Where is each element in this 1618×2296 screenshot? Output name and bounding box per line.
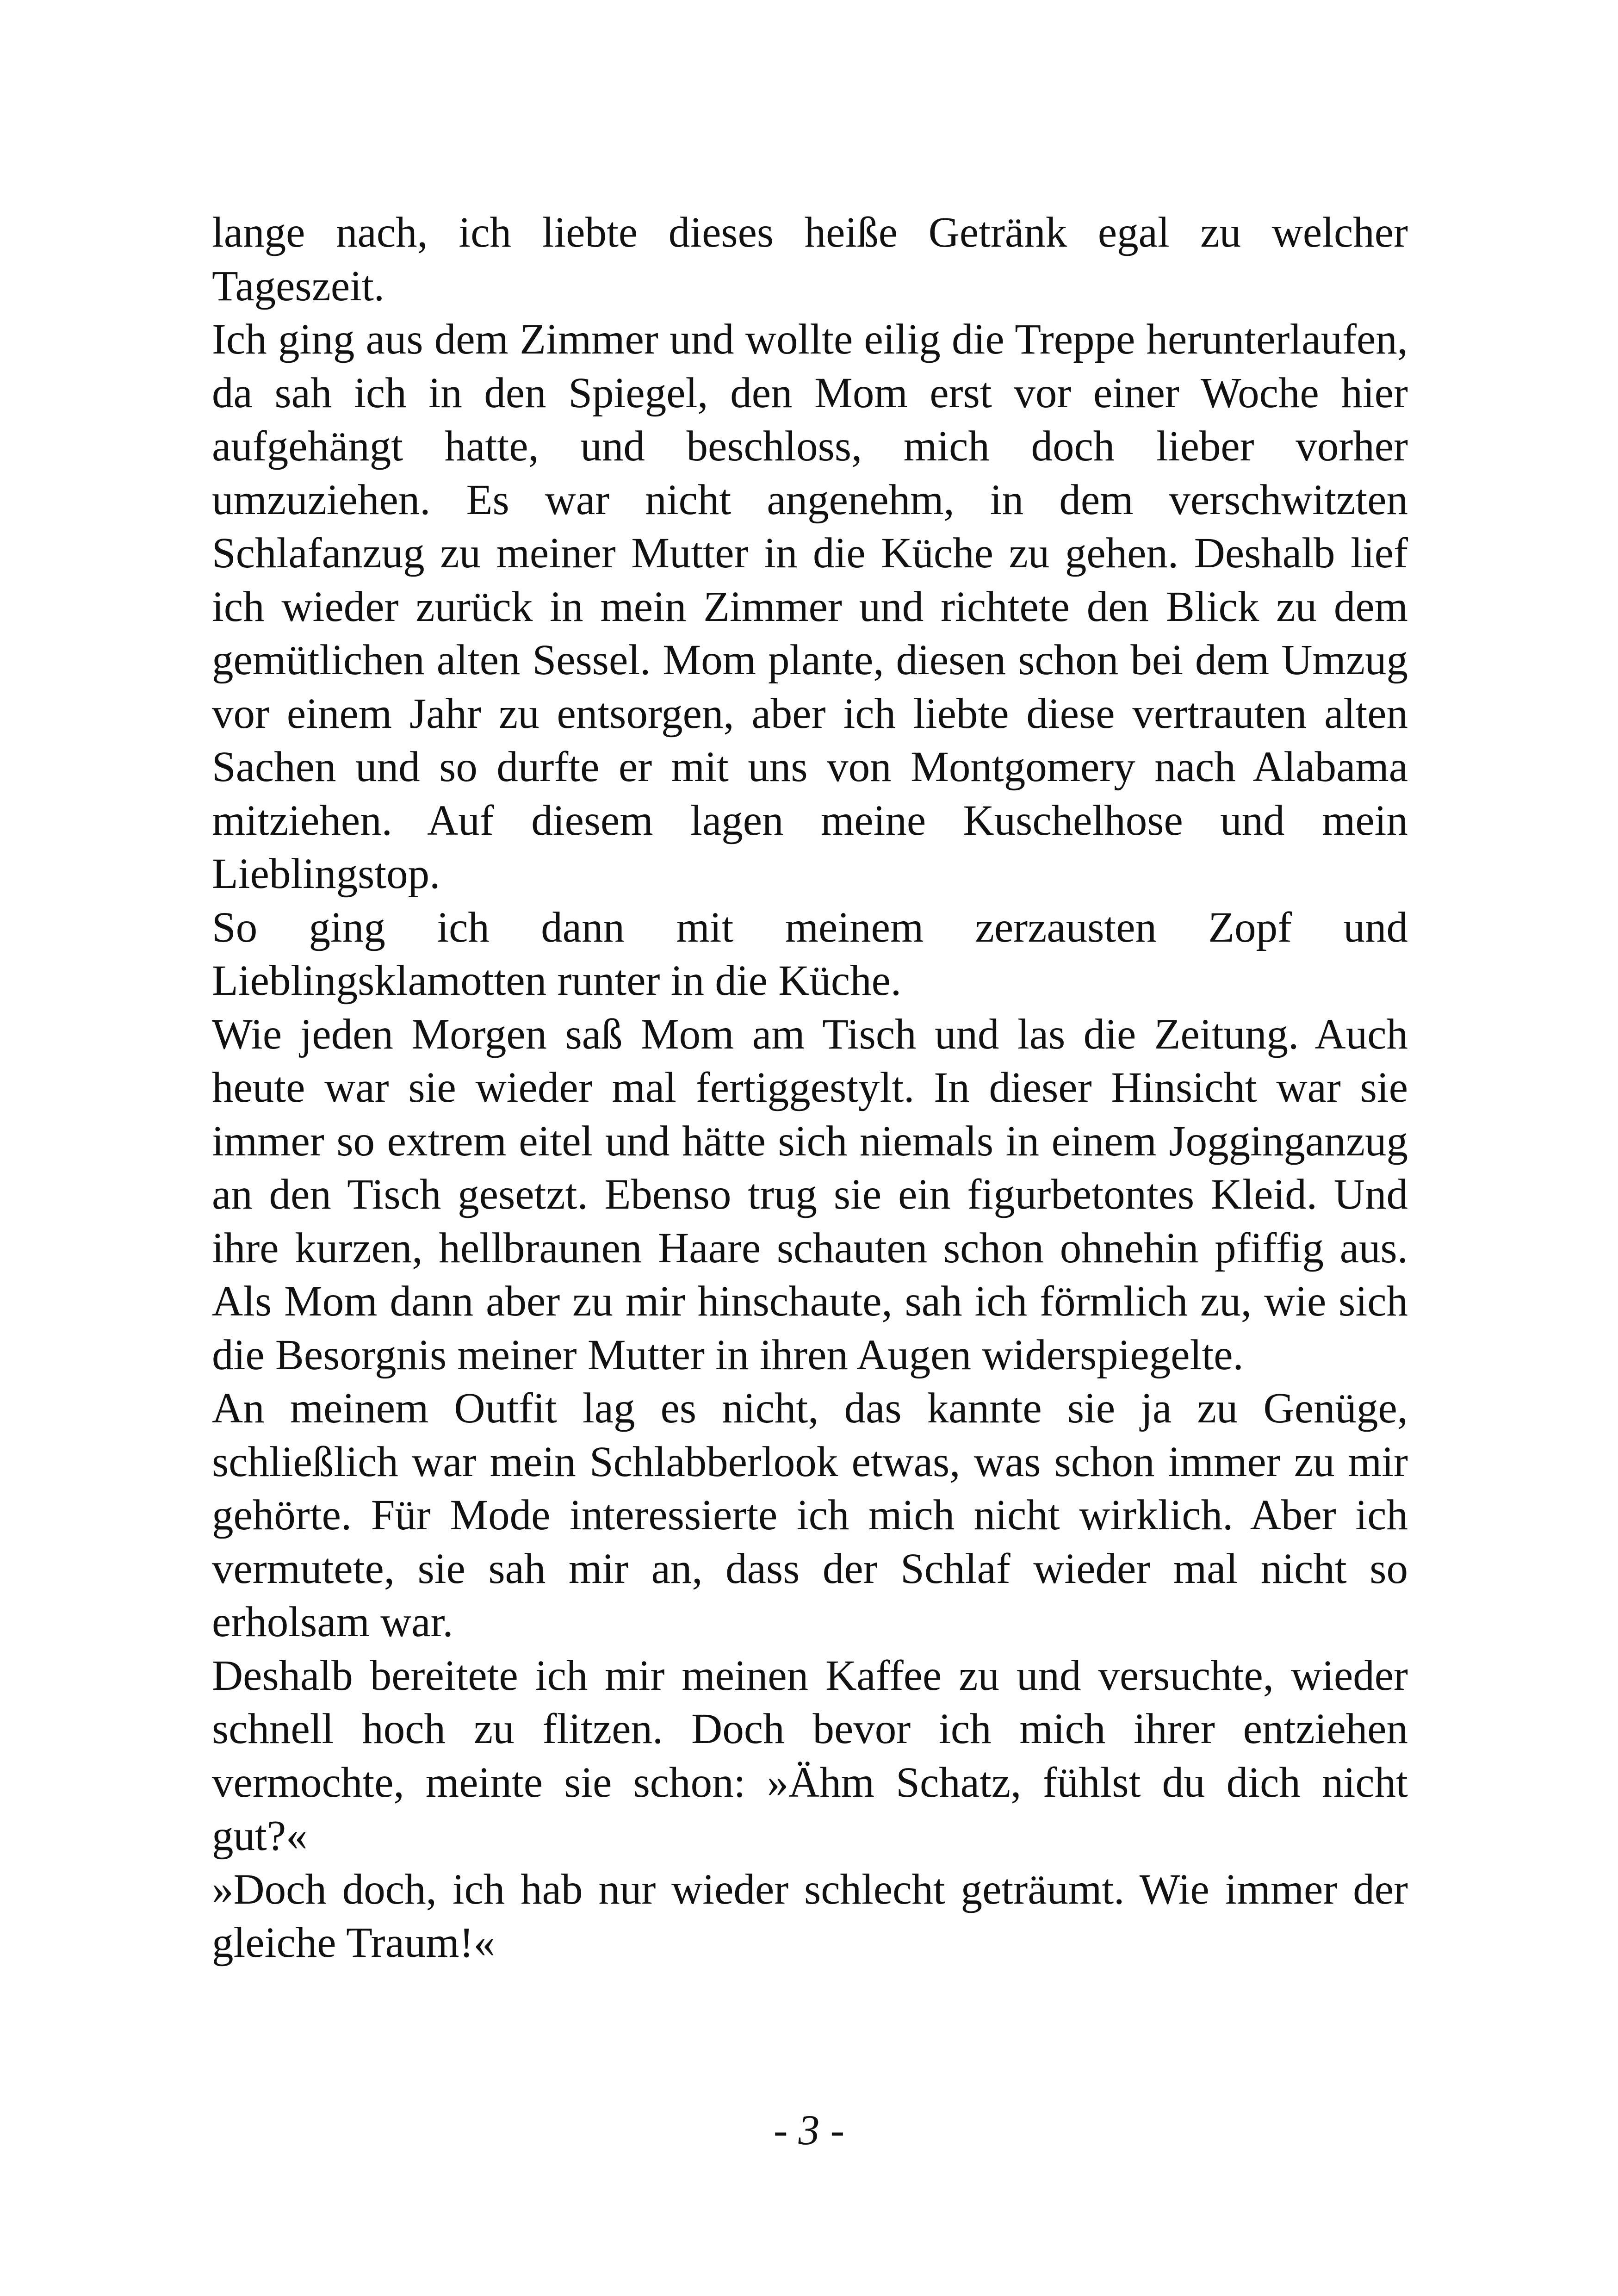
paragraph: Ich ging aus dem Zimmer und wollte eilig die Treppe herunterlaufen, da sah ich in den Spiegel, den Mom erst vor einer Woche hier aufgehängt hatte, und beschloss, mich doch lieber vorher umzuziehen. Es war nicht angenehm, in dem verschwitzten Schlafanzug zu meiner Mutter in die Küche zu gehen. Deshalb lief ich wieder zurück in mein Zimmer und richtete den Blick zu dem gemütlichen alten Sessel. Mom plante, diesen schon bei dem Umzug vor einem Jahr zu entsorgen, aber ich liebte diese vertrauten alten Sachen und so durfte er mit uns von Montgomery nach Alabama mitziehen. Auf diesem lagen meine Kuschelhose und mein Lieblingstop. xyxy=(212,316,1408,898)
paragraph: An meinem Outfit lag es nicht, das kannte sie ja zu Genüge, schließlich war mein Schlabberlook etwas, was schon immer zu mir gehörte. Für Mode interessierte ich mich nicht wirklich. Aber ich vermutete, sie sah mir an, dass der Schlaf wieder mal nicht so erholsam war. xyxy=(212,1384,1408,1646)
body-text xyxy=(212,206,1408,1970)
paragraph: Wie jeden Morgen saß Mom am Tisch und las die Zeitung. Auch heute war sie wieder mal fertiggestylt. In dieser Hinsicht war sie immer so extrem eitel und hätte sich niemals in einem Jogginganzug an den Tisch gesetzt. Ebenso trug sie ein figurbetontes Kleid. Und ihre kurzen, hellbraunen Haare schauten schon ohnehin pfiffig aus. Als Mom dann aber zu mir hinschaute, sah ich förmlich zu, wie sich die Besorgnis meiner Mutter in ihren Augen widerspiegelte. xyxy=(212,1010,1408,1379)
paragraph: »Doch doch, ich hab nur wieder schlecht geträumt. Wie immer der gleiche Traum!« xyxy=(212,1865,1408,1967)
page-number: - 3 - xyxy=(773,2106,845,2153)
paragraph: lange nach, ich liebte dieses heiße Getränk egal zu welcher Tageszeit. xyxy=(212,209,1408,310)
paragraph: Deshalb bereitete ich mir meinen Kaffee zu und versuchte, wieder schnell hoch zu flitzen. Doch bevor ich mich ihrer entziehen vermochte, meinte sie schon: »Ähm Schatz, fühlst du dich nicht gut?« xyxy=(212,1651,1408,1860)
paragraph: So ging ich dann mit meinem zerzausten Zopf und Lieblingsklamotten runter in die Küche. xyxy=(212,903,1408,1005)
